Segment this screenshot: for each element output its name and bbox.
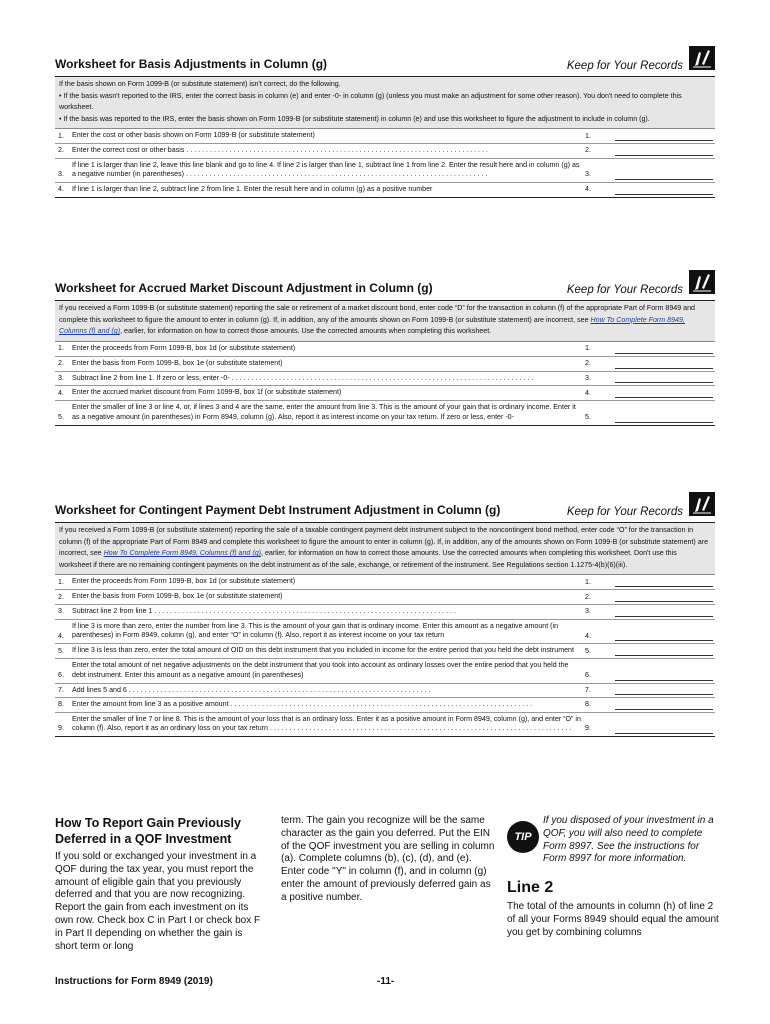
line-reference: 5.: [585, 413, 591, 421]
amount-entry-field[interactable]: [615, 672, 713, 681]
line-text-content: Add lines 5 and 6: [72, 685, 127, 694]
worksheet-line: [55, 684, 715, 699]
line-number: 2.: [58, 146, 64, 154]
line-text: [72, 388, 581, 398]
line-reference: 1.: [585, 577, 591, 586]
amount-entry-field[interactable]: [615, 374, 713, 383]
line-reference: 3.: [585, 170, 591, 178]
leader-dots: [72, 368, 374, 369]
leader-dots: [72, 602, 374, 603]
leader-dots: . . . . . . . . . . . . . . . . . . . . . . . . . . . . . . . . . . . . . . . . . . . . . . . . . . . . . . . . . . . . . . . . . . . . . . . . . . . . .: [184, 170, 488, 178]
line-text: [72, 185, 581, 195]
leader-dots: [72, 194, 374, 195]
text-column-1: [55, 815, 265, 953]
line-reference: 5.: [585, 646, 591, 655]
line-text-content: Enter the basis from Form 1099-B, box 1e (or substitute statement): [72, 358, 283, 367]
line-text: [72, 607, 581, 617]
line-text: [72, 577, 581, 587]
leader-dots: [72, 398, 374, 399]
worksheet-line: [55, 357, 715, 372]
amount-entry-field[interactable]: [615, 632, 713, 641]
worksheet-line: [55, 401, 715, 425]
line2-heading: Line 2: [507, 879, 554, 897]
pencil-icon: [689, 46, 715, 70]
intro-post: , earlier, for information on how to correct those amounts. Use the corrected amounts when completing this worksheet.: [120, 327, 492, 335]
columns-f-g-link[interactable]: How To Complete Form 8949, Columns (f) and (g): [59, 315, 685, 335]
line-text-content: Enter the proceeds from Form 1099-B, box 1d (or substitute statement): [72, 343, 296, 352]
qof-paragraph-1: If you sold or exchanged your investment in a QOF during the tax year, you must report the amount of eligible gain that you previously deferred and that you are now recognizing. Report the gain from each investment on its own row. Check box C in Part I or check box F in Part II depending on whether the gain is short term or long: [55, 851, 261, 952]
worksheet-intro: [55, 77, 715, 129]
worksheet-intro: [55, 301, 715, 342]
amount-entry-field[interactable]: [615, 414, 713, 423]
page-number: -11-: [377, 976, 395, 987]
amount-entry-field[interactable]: [615, 578, 713, 587]
leader-dots: [72, 353, 374, 354]
worksheet-line: [55, 386, 715, 401]
line-text: [72, 359, 581, 369]
line-text-content: Enter the correct cost or other basis: [72, 146, 185, 154]
intro-bullet: • If the basis wasn't reported to the IRS, enter the correct basis in column (e) and enter -0- in column (g) (unless you must make an adjustment for some other reason). You don't need to complete this worksheet.: [59, 91, 682, 111]
line-text: [72, 374, 581, 384]
line-text: [72, 646, 581, 656]
worksheet-contingent-payment: [55, 494, 715, 737]
amount-entry-field[interactable]: [615, 171, 713, 180]
worksheet-line: [55, 129, 715, 144]
worksheet-line: [55, 590, 715, 605]
line-text: [72, 131, 581, 141]
line-text: [72, 146, 581, 156]
line-number: 6.: [58, 671, 64, 679]
amount-entry-field[interactable]: [615, 647, 713, 656]
line-reference: 4.: [585, 631, 591, 640]
line-number: 9.: [58, 724, 64, 732]
line-text-content: If line 1 is larger than line 2, subtract line 2 from line 1. Enter the result here and in column (g) as a positive number: [72, 184, 433, 193]
worksheet-header: [55, 494, 715, 523]
line-reference: 3.: [585, 373, 591, 382]
line-text-content: Enter the cost or other basis shown on Form 1099-B (or substitute statement): [72, 131, 315, 139]
line2-paragraph: The total of the amounts in column (h) of line 2 of all your Forms 8949 should equal the amount you get by combining columns: [507, 900, 719, 938]
leader-dots: [72, 656, 374, 657]
worksheet-line: [55, 644, 715, 659]
intro-bullet: • If the basis was reported to the IRS, enter the basis shown on Form 1099-B (or substitute statement) in column (e) and use this worksheet to figure the adjustment to include in column (g).: [59, 114, 650, 123]
leader-dots: . . . . . . . . . . . . . . . . . . . . . . . . . . . . . . . . . . . . . . . . . . . . . . . . . . . . . . . . . . . . . . . . . . . . . . . . . . . . .: [152, 607, 456, 615]
line-text: [72, 661, 581, 681]
amount-entry-field[interactable]: [615, 360, 713, 369]
worksheet-market-discount: [55, 272, 715, 426]
keep-records-text: Keep for Your Records: [566, 284, 683, 296]
line-number: 2.: [58, 359, 64, 367]
pencil-icon: [689, 270, 715, 294]
line-text-content: Enter the total amount of net negative adjustments on the debt instrument that you took into account as ordinary losses over the entire period that you held the debt instrument. Enter this amount as a negative amount (in parentheses): [72, 661, 569, 679]
worksheet-line: [55, 372, 715, 387]
worksheet-line: [55, 183, 715, 197]
worksheet-line: [55, 620, 715, 645]
line-reference: 1.: [585, 131, 591, 140]
amount-entry-field[interactable]: [615, 132, 713, 141]
line-text-content: Enter the basis from Form 1099-B, box 1e (or substitute statement): [72, 592, 283, 600]
amount-entry-field[interactable]: [615, 389, 713, 398]
worksheet-line: [55, 144, 715, 159]
worksheet-line: [55, 159, 715, 183]
leader-dots: . . . . . . . . . . . . . . . . . . . . . . . . . . . . . . . . . . . . . . . . . . . . . . . . . . . . . . . . . . . . . . . . . . . . . . . . . . . . .: [228, 700, 533, 708]
amount-entry-field[interactable]: [615, 147, 713, 156]
line-number: 7.: [58, 685, 64, 694]
line-text: [72, 403, 581, 423]
intro-pre: If you received a Form 1099-B (or substitute statement) reporting the sale or retirement of a market discount bond, enter code “D” for the transaction in column (f) of the appropriate Part of Form 8949 and complete this worksheet to figure the amount to enter in column (g). If, in addition, any of the amounts shown on Form 1099-B (or substitute statement) are incorrect, see: [59, 304, 695, 324]
tip-box: [507, 815, 719, 866]
line-text: [72, 622, 581, 642]
line-reference: 2.: [585, 359, 591, 367]
amount-entry-field[interactable]: [615, 686, 713, 695]
line-number: 2.: [58, 592, 64, 601]
line-text-content: If line 3 is more than zero, enter the number from line 3. This is the amount of your gain that is ordinary income. Enter this amount as a negative amount (in parentheses) in Form 8949, column (g), and enter “O” in column (f). Also, report it as interest income on your tax return: [72, 621, 559, 639]
line-reference: 4.: [585, 185, 591, 193]
worksheet-line: [55, 698, 715, 713]
columns-f-g-link[interactable]: How To Complete Form 8949, Columns (f) and (g): [103, 549, 261, 557]
line-number: 4.: [58, 388, 64, 397]
amount-entry-field[interactable]: [615, 701, 713, 710]
worksheet-line: [55, 659, 715, 684]
line-text: [72, 686, 581, 696]
page-footer: [55, 976, 715, 987]
line-number: 1.: [58, 344, 64, 352]
line-number: 8.: [58, 700, 64, 708]
line-reference: 2.: [585, 592, 591, 601]
keep-records-label: [567, 494, 715, 518]
worksheet-line: [55, 713, 715, 736]
qof-paragraph-2: term. The gain you recognize will be the same character as the gain you deferred. Put the EIN of the QOF investment you are selling in column (a). Complete columns (b), (c), (d), and (e). Enter code "Y" in column (f), and in column (g) enter the amount of previously deferred gain as a positive number.: [281, 815, 495, 903]
line-text: [72, 344, 581, 354]
line-reference: 9.: [585, 724, 591, 732]
worksheet-title: Worksheet for Contingent Payment Debt Instrument Adjustment in Column (g): [55, 503, 501, 517]
line-number: 5.: [58, 413, 64, 421]
line-text-content: Enter the smaller of line 3 or line 4, or, if lines 3 and 4 are the same, enter the amount from line 3. This is the amount of your gain that is ordinary income. Enter it as a negative amount (in parentheses) in Form 8949, column (g). Also, report it as interest income on your tax return. If zero or less, enter -0-: [72, 403, 576, 421]
worksheet-lines: [55, 575, 715, 737]
line-text: [72, 592, 581, 602]
line-text-content: Subtract line 2 from line 1. If zero or less, enter -0-: [72, 373, 230, 382]
text-column-3: [507, 815, 719, 939]
worksheet-title: Worksheet for Basis Adjustments in Column (g): [55, 57, 328, 71]
tip-text: If you disposed of your investment in a QOF, you will also need to complete Form 8997. See the instructions for Form 8997 for more information.: [543, 815, 714, 865]
leader-dots: [72, 641, 374, 642]
line-text: [72, 161, 581, 180]
amount-entry-field[interactable]: [615, 345, 713, 354]
line-text-content: Subtract line 2 from line 1: [72, 607, 153, 615]
line-reference: 8.: [585, 700, 591, 708]
worksheet-line: [55, 605, 715, 620]
line-text-content: If line 3 is less than zero, enter the total amount of OID on this debt instrument that you included in income for the entire period that you held the debt instrument: [72, 646, 574, 654]
line-number: 3.: [58, 170, 64, 178]
leader-dots: . . . . . . . . . . . . . . . . . . . . . . . . . . . . . . . . . . . . . . . . . . . . . . . . . . . . . . . . . . . . . . . . . . . . . . . . . . . . .: [267, 724, 572, 732]
worksheet-title: Worksheet for Accrued Market Discount Adjustment in Column (g): [55, 281, 433, 295]
line-number: 1.: [58, 131, 64, 140]
worksheet-line: [55, 342, 715, 357]
worksheet-intro: [55, 523, 715, 575]
intro-post: , earlier, for information on how to correct those amounts. Use the corrected amounts when completing this worksheet. Don't use this worksheet if there are no remaining contingent payments on the debt instrument as of the sale, exchange, or retirement of the instrument. See Regulations section 1.1275-4(b)(6)(iii).: [59, 549, 677, 569]
worksheet-lines: [55, 342, 715, 426]
amount-entry-field[interactable]: [615, 608, 713, 617]
line-reference: 2.: [585, 146, 591, 154]
leader-dots: [72, 422, 374, 423]
leader-dots: [72, 141, 374, 142]
line-text: [72, 715, 581, 734]
line-text-content: Enter the amount from line 3 as a positive amount: [72, 700, 229, 708]
text-column-2: [281, 815, 497, 905]
line-number: 5.: [58, 646, 64, 655]
line-reference: 3.: [585, 607, 591, 615]
line-number: 4.: [58, 185, 64, 193]
line-text: [72, 700, 581, 710]
intro-text: [59, 303, 711, 338]
amount-entry-field[interactable]: [615, 593, 713, 602]
line-number: 3.: [58, 373, 64, 382]
amount-entry-field[interactable]: [615, 186, 713, 195]
leader-dots: [72, 587, 374, 588]
line-reference: 7.: [585, 685, 591, 694]
intro-pre: If you received a Form 1099-B (or substitute statement) reporting the sale of a taxable contingent payment debt instrument subject to the noncontingent bond method, enter code “O” for the transaction in column (f) of the appropriate Part of Form 8949 and complete this worksheet to figure the amount to enter in column (g). If, in addition, any of the amounts shown on Form 1099-B (or substitute statement) are incorrect, see: [59, 526, 709, 557]
keep-records-label: [567, 48, 715, 72]
worksheet-line: [55, 575, 715, 590]
intro-text: [59, 525, 711, 571]
keep-records-label: [567, 272, 715, 296]
intro-text: If the basis shown on Form 1099-B (or substitute statement) isn't correct, do the following.: [59, 80, 341, 88]
line-reference: 4.: [585, 388, 591, 397]
keep-records-text: Keep for Your Records: [566, 506, 683, 518]
line-text-content: Enter the proceeds from Form 1099-B, box 1d (or substitute statement): [72, 577, 296, 585]
line-number: 4.: [58, 631, 64, 640]
line-number: 1.: [58, 577, 64, 586]
leader-dots: . . . . . . . . . . . . . . . . . . . . . . . . . . . . . . . . . . . . . . . . . . . . . . . . . . . . . . . . . . . . . . . . . . . . . . . . . . . . .: [126, 685, 431, 694]
amount-entry-field[interactable]: [615, 725, 713, 734]
keep-records-text: Keep for Your Records: [566, 60, 683, 72]
worksheet-header: [55, 48, 715, 77]
footer-title: Instructions for Form 8949 (2019): [55, 976, 213, 987]
line-text-content: If line 1 is larger than line 2, leave this line blank and go to line 4. If line 2 is larger than line 1, subtract line 1 from line 2. Enter the result here and in column (g) as a negative number (in parentheses): [72, 160, 580, 178]
line-text-content: Enter the accrued market discount from Form 1099-B, box 1f (or substitute statement): [72, 388, 342, 396]
worksheet-basis-adjustments: [55, 48, 715, 198]
line-text-content: Enter the smaller of line 7 or line 8. This is the amount of your loss that is an ordinary loss. Enter it as a positive amount in Form 8949, column (g), and enter “O” in column (f). Also, report it as an ordinary loss on your tax return: [72, 714, 581, 732]
leader-dots: [72, 680, 374, 681]
line-reference: 1.: [585, 344, 591, 352]
leader-dots: . . . . . . . . . . . . . . . . . . . . . . . . . . . . . . . . . . . . . . . . . . . . . . . . . . . . . . . . . . . . . . . . . . . . . . . . . . . . .: [184, 146, 488, 154]
leader-dots: . . . . . . . . . . . . . . . . . . . . . . . . . . . . . . . . . . . . . . . . . . . . . . . . . . . . . . . . . . . . . . . . . . . . . . . . . . . . .: [229, 373, 534, 382]
pencil-icon: [689, 492, 715, 516]
worksheet-header: [55, 272, 715, 301]
line-reference: 6.: [585, 671, 591, 679]
tip-icon: TIP: [507, 821, 539, 853]
worksheet-lines: [55, 129, 715, 198]
line-number: 3.: [58, 607, 64, 615]
qof-heading: How To Report Gain Previously Deferred in a QOF Investment: [55, 816, 241, 846]
